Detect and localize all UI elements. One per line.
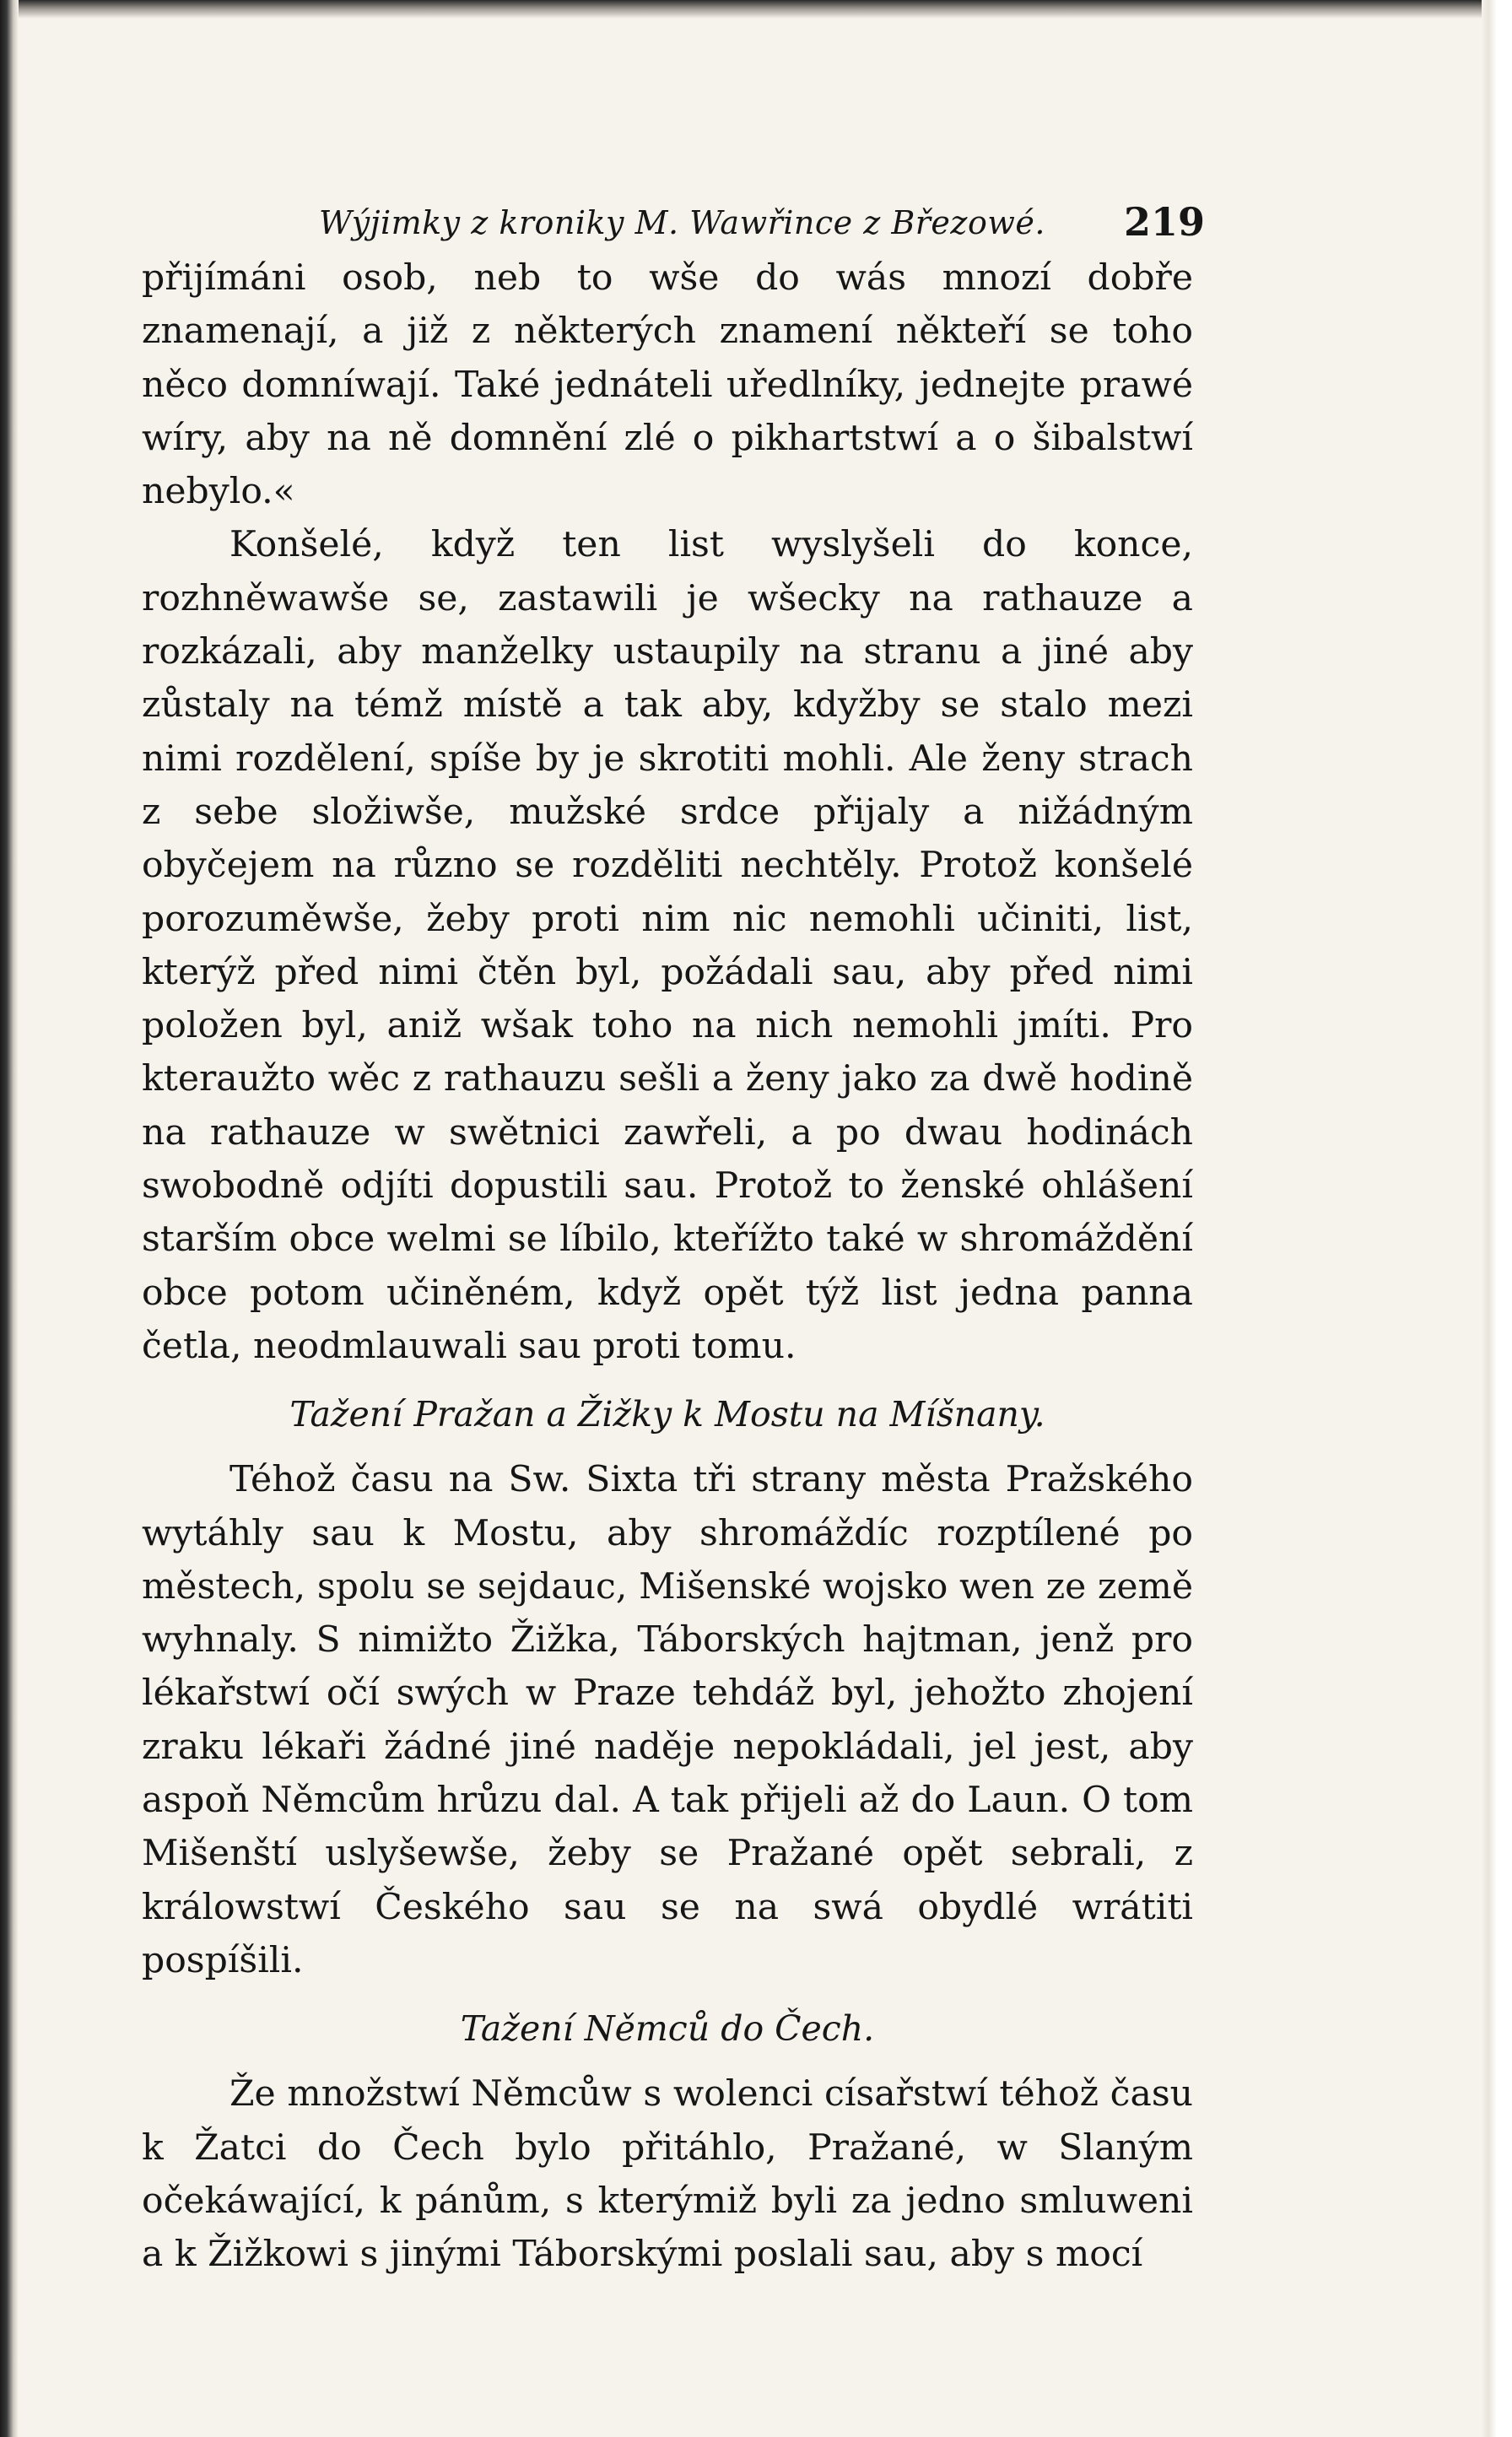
- book-page: [142, 184, 1205, 2281]
- section-heading-tazeni-prazan: Tažení Pražan a Žižky k Mostu na Míšnany.: [289, 1394, 1045, 1435]
- section-heading-tazeni-nemcu: Tažení Němců do Čech.: [460, 2008, 875, 2050]
- scan-edge-left: [0, 0, 19, 2437]
- paragraph-konsele: Konšelé, když ten list wyslyšeli do konce, rozhněwawše se, zastawili je wšecky na rathauze a rozkázali, aby manželky ustaupily na stranu a jiné aby zůstaly na témž místě a tak aby, kdyžby se stalo mezi nimi rozdělení, spíše by je skrotiti mohli. Ale ženy strach z sebe složiwše, mužské srdce přijaly a nižádným obyčejem na různo se rozděliti nechtěly. Protož konšelé porozuměwše, žeby proti nim nic nemohli učiniti, list, kterýž před nimi čtěn byl, požádali sau, aby před nimi položen byl, aniž wšak toho na nich nemohli jmíti. Pro kteraužto wěc z rathauzu sešli a ženy jako za dwě hodině na rathauze w swětnici zawřeli, a po dwau hodinách swobodně odjíti dopustili sau. Protož to ženské ohlášení starším obce welmi se líbilo, kteřížto také w shromáždění obce potom učiněném, když opět týž list jedna panna četla, neodmlauwali sau proti tomu.: [142, 524, 1193, 1367]
- paragraph-ze-mnozstwi: Že množstwí Němcůw s wolenci císařstwí téhož času k Žatci do Čech bylo přitáhlo, Pražané, w Slaným očekáwající, k pánům, s kterýmiž byli za jedno smluweni a k Žižkowi s jinými Táborskými poslali sau, aby s mocí: [142, 2073, 1193, 2276]
- scan-edge-right: [1482, 0, 1512, 2437]
- running-title: Wýjimky z kroniky M. Wawřince z Březowé.: [319, 204, 1045, 241]
- scan-edge-top: [0, 0, 1512, 19]
- page-number: 219: [1123, 199, 1205, 245]
- paragraph-continuation: přijímáni osob, neb to wše do wás mnozí dobře znamenají, a již z některých znamení někteří se toho něco domníwají. Také jednáteli uředlníky, jednejte prawé wíry, aby na ně domnění zlé o pikhartstwí a o šibalstwí nebylo.«: [142, 257, 1193, 513]
- running-head: [142, 184, 1205, 251]
- paragraph-tehoz-casu: Téhož času na Sw. Sixta tři strany města Pražského wytáhly sau k Mostu, aby shromáždíc rozptílené po městech, spolu se sejdauc, Mišenské wojsko wen ze země wyhnaly. S nimižto Žižka, Táborských hajtman, jenž pro lékařstwí očí swých w Praze tehdáž byl, jehožto zhojení zraku lékaři žádné jiné naděje nepokládali, jel jest, aby aspoň Němcům hrůzu dal. A tak přijeli až do Laun. O tom Mišenští uslyšewše, žeby se Pražané opět sebrali, z králowstwí Českého sau se na swá obydlé wrátiti pospíšili.: [142, 1459, 1193, 1981]
